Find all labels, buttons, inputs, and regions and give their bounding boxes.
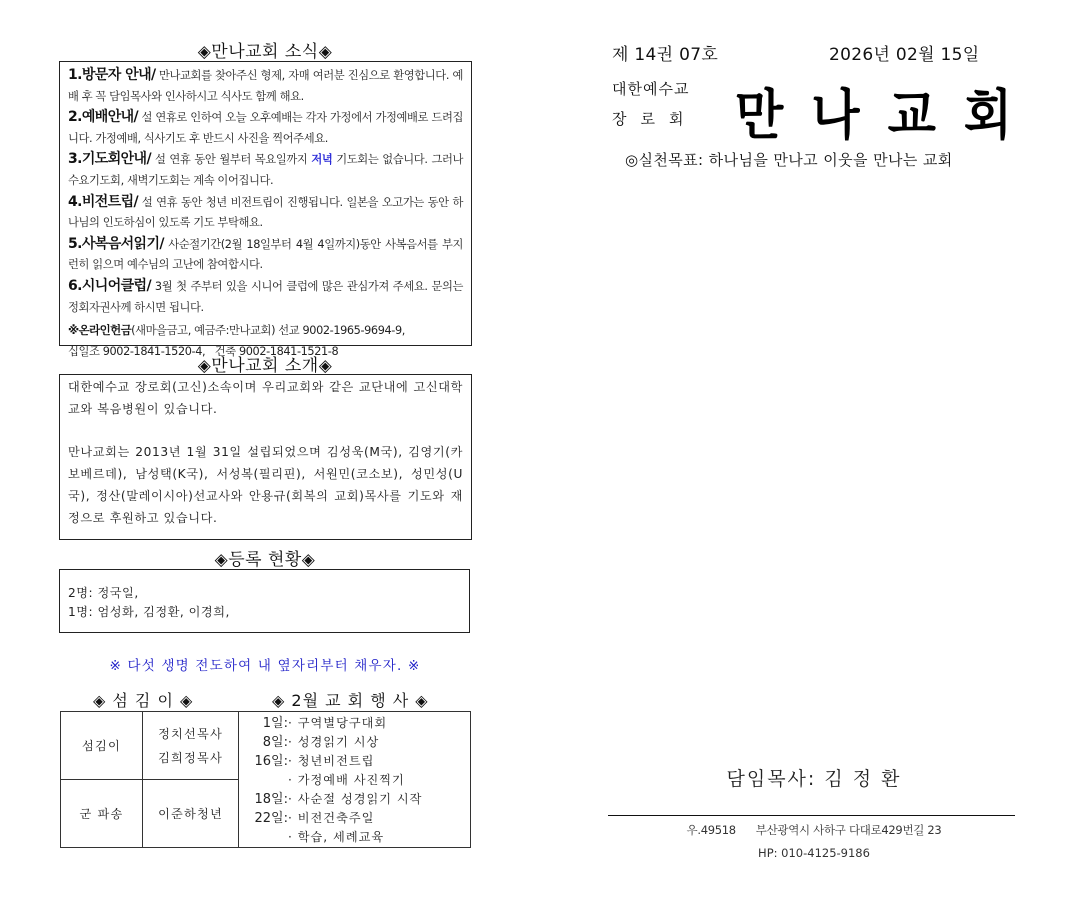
news-item-label: 4.비전트립/ (68, 193, 139, 210)
server-name: 이준하청년 (158, 806, 223, 821)
registration-section-title: ◈등록 현황◈ (214, 550, 316, 570)
registration-box (59, 569, 470, 633)
senior-pastor: 담임목사: 김 정 환 (726, 768, 902, 790)
events-title: ◈ 2월 교 회 행 사 ◈ (272, 691, 429, 710)
event-item: 18일:· 사순절 성경읽기 시작 (254, 792, 423, 807)
server-name: 정치선목사 (158, 726, 223, 741)
postal-code: 우.49518 (686, 823, 736, 837)
online-giving-label: ※온라인헌금 (68, 323, 132, 338)
online-giving-text: (새마을금고, 예금주:만나교회) 선교 9002-1965-9694-9, (131, 324, 405, 338)
news-item-text: 3월 첫 주부터 있을 시니어 클럽에 많은 관심가져 주세요. 문의는 정회자권사께 하시면 됩니다. (68, 279, 463, 314)
server-names (143, 712, 239, 780)
news-box (59, 61, 472, 358)
server-role: 군 파송 (61, 780, 143, 848)
church-address (600, 822, 1028, 838)
denomination-line2: 장로회 (612, 110, 698, 128)
event-item: · 가정예배 사진찍기 (288, 773, 405, 787)
news-item-text: 기도회는 없습니다. 그러나 수요기도회, 새벽기도회는 계속 이어집니다. (68, 153, 463, 187)
denomination-line1: 대한예수교 (612, 80, 690, 98)
street-address: 부산광역시 사하구 다대로429번길 23 (755, 823, 942, 837)
event-item: · 학습, 세례교육 (288, 830, 385, 844)
events-list (239, 712, 471, 848)
church-phone: HP: 010-4125-9186 (758, 846, 870, 860)
issue-date: 2026년 02월 15일 (829, 45, 980, 65)
intro-paragraph: 대한예수교 장로회(고신)소속이며 우리교회와 같은 교단내에 고신대학교와 복음병원이 있습니다. (68, 380, 463, 416)
issue-number: 제 14권 07호 (612, 45, 719, 65)
servers-events-table (60, 711, 471, 848)
news-section-title: ◈만나교회 소식◈ (197, 42, 333, 62)
news-item-text: 사순절기간(2월 18일부터 4월 4일까지)동안 사복음서를 부지런히 읽으며 예수님의 고난에 참여합시다. (68, 237, 463, 272)
event-item: 22일:· 비전건축주일 (254, 811, 375, 826)
intro-paragraph: 만나교회는 2013년 1월 31일 설립되었으며 김성욱(M국), 김영기(카보베르데), 남성택(K국), 서성복(필리핀), 서원민(코소보), 성민성(U국), 정산(말레이시아)선교사와 안용규(회복의 교회)목사를 기도와 재정으로 후원하고 있습니다. (68, 445, 463, 525)
news-item-vision-trip (68, 192, 463, 234)
news-item-visitor (68, 65, 463, 107)
news-item-label: 3.기도회안내/ (68, 151, 151, 168)
registration-line: 1명: 엄성화, 김정환, 이경희, (68, 605, 230, 619)
event-item: 8일:· 성경읽기 시상 (262, 735, 380, 750)
server-names (143, 780, 239, 848)
practice-goal: ◎실천목표: 하나님을 만나고 이웃을 만나는 교회 (625, 151, 953, 169)
news-item-text: 만나교회를 찾아주신 형제, 자매 여러분 진심으로 환영합니다. 예배 후 꼭 담임목사와 인사하시고 식사도 함께 해요. (68, 69, 463, 103)
news-item-label: 1.방문자 안내/ (68, 67, 156, 83)
event-item: 1일:· 구역별당구대회 (262, 716, 388, 731)
highlight-evening: 저녁 (311, 153, 333, 167)
news-item-label: 2.예배안내/ (68, 109, 139, 126)
intro-box (59, 374, 472, 540)
news-item-label: 5.사복음서읽기/ (68, 235, 164, 252)
event-item: 16일:· 청년비전트립 (254, 754, 375, 769)
intro-section-title: ◈만나교회 소개◈ (197, 356, 333, 376)
online-giving-accounts: 십일조 9002-1841-1520-4, 건축 9002-1841-1521-8 (68, 344, 339, 358)
news-item-worship (68, 107, 463, 149)
server-name: 김희정목사 (158, 750, 223, 765)
news-item-text: 설 연휴로 인하여 오늘 오후예배는 각자 가정에서 가정예배로 드려집니다. 가정예배, 식사기도 후 반드시 사진을 찍어주세요. (68, 111, 463, 145)
registration-line: 2명: 정국일, (68, 586, 139, 600)
news-item-senior-club (68, 276, 463, 318)
servers-title: ◈ 섬 김 이 ◈ (93, 691, 194, 710)
evangelism-slogan: ※ 다섯 생명 전도하여 내 옆자리부터 채우자. ※ (109, 658, 421, 674)
server-role: 섬김이 (61, 712, 143, 780)
news-item-text: 설 연휴 동안 월부터 목요일까지 (151, 153, 312, 167)
footer-divider (608, 815, 1015, 816)
news-item-label: 6.시니어클럽/ (68, 277, 151, 294)
news-item-prayer (68, 149, 463, 191)
news-item-text: 설 연휴 동안 청년 비전트립이 진행됩니다. 일본을 오고가는 동안 하나님의 인도하심이 있도록 기도 부탁해요. (68, 195, 463, 230)
news-item-gospel-reading (68, 234, 463, 276)
church-name-masthead: 만나교회 (735, 83, 1041, 147)
